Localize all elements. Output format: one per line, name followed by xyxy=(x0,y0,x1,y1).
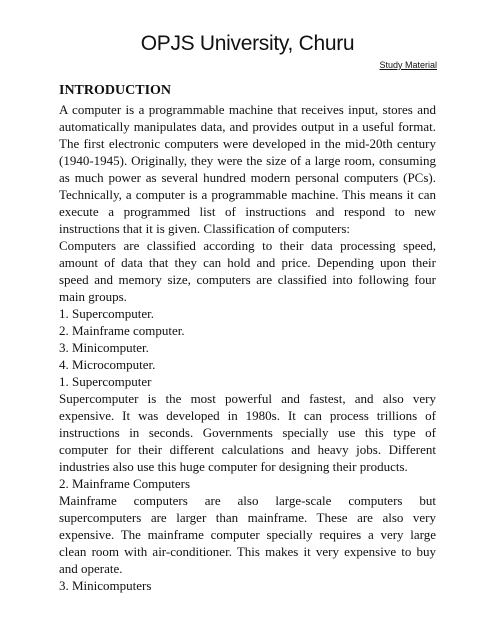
section-heading: INTRODUCTION xyxy=(59,83,172,98)
intro-paragraph: A computer is a programmable machine that receives input, stores and automatically manipulates data, and provides output in a useful format. The first electronic computers were developed in the mid-20th century (1940-1945). Originally, they were the size of a large room, consuming as much power as several hundred modern personal computers (PCs). Technically, a computer is a programmable machine. This means it can execute a programmed list of instructions and respond to new instructions that it is given. Classification of computers: xyxy=(59,102,436,236)
classification-paragraph: Computers are classified according to their data processing speed, amount of data that they can hold and price. Depending upon their speed and memory size, computers are classified into following four main groups. xyxy=(59,238,436,304)
list-item: 1. Supercomputer. xyxy=(59,306,154,321)
mainframe-paragraph: Mainframe computers are also large-scale computers but supercomputers are larger than mainframe. These are also very expensive. The mainframe computer specially requires a very large clean room with air-conditioner. This makes it very expensive to buy and operate. xyxy=(59,493,436,576)
supercomputer-heading: 1. Supercomputer xyxy=(59,374,152,389)
list-item: 3. Minicomputer. xyxy=(59,340,149,355)
mainframe-heading: 2. Mainframe Computers xyxy=(59,476,191,491)
minicomputer-heading: 3. Minicomputers xyxy=(59,578,152,593)
list-item: 2. Mainframe computer. xyxy=(59,323,185,338)
list-item: 4. Microcomputer. xyxy=(59,357,156,372)
university-title: OPJS University, Churu xyxy=(140,32,355,55)
study-material-tag: Study Material xyxy=(379,60,437,70)
supercomputer-paragraph: Supercomputer is the most powerful and fastest, and also very expensive. It was developed in 1980s. It can process trillions of instructions in seconds. Governments specially use this type of computer for their different calculations and heavy jobs. Different industries also use this huge computer for designing their products. xyxy=(59,391,436,474)
document-body xyxy=(59,82,436,594)
